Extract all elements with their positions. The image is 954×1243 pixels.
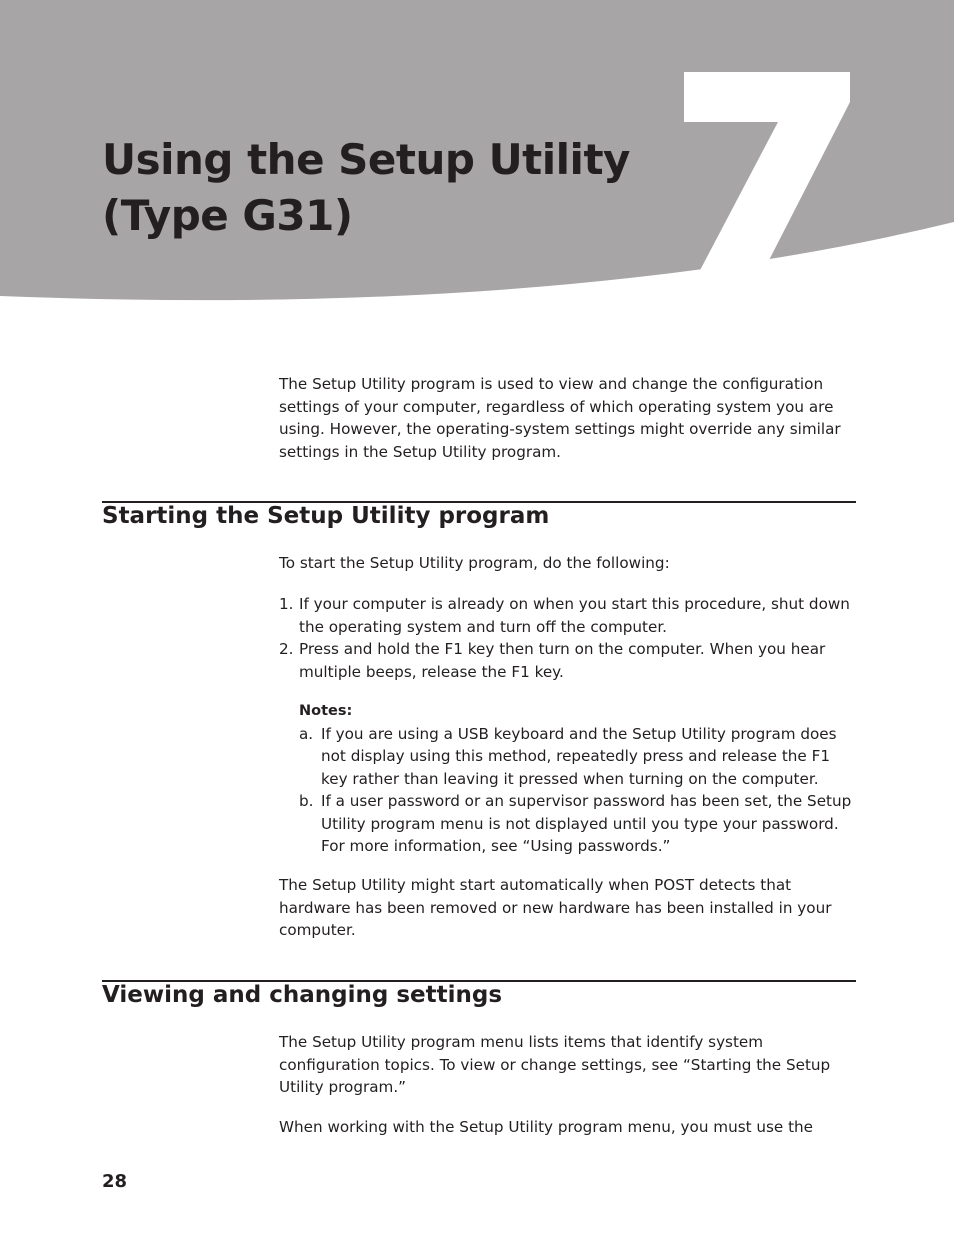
step-number: 2. bbox=[279, 640, 294, 658]
list-item bbox=[279, 593, 859, 638]
viewing-paragraph-2: When working with the Setup Utility program menu, you must use the bbox=[279, 1118, 814, 1136]
notes-block bbox=[299, 700, 859, 858]
chapter-title bbox=[102, 132, 630, 244]
intro-paragraph: The Setup Utility program is used to view and change the configuration settings of your computer, regardless of which operating system you are using. However, the operating-system settings might override any similar settings in the Setup Utility program. bbox=[279, 375, 841, 461]
page-number: 28 bbox=[102, 1171, 128, 1192]
viewing-paragraph-1: The Setup Utility program menu lists items that identify system configuration topics. To view or change settings, see “Starting the Setup Utility program.” bbox=[279, 1033, 831, 1096]
note-letter: b. bbox=[299, 792, 314, 810]
list-item bbox=[299, 723, 859, 791]
steps-lead: To start the Setup Utility program, do the following: bbox=[279, 554, 670, 572]
note-text: If a user password or an supervisor password has been set, the Setup Utility program menu is not displayed until you type your password. For more information, see “Using passwords.” bbox=[321, 792, 852, 855]
notes-list bbox=[299, 723, 859, 858]
section-heading-starting: Starting the Setup Utility program bbox=[102, 503, 550, 529]
chapter-title-line-1: Using the Setup Utility bbox=[102, 135, 630, 184]
closing-paragraph: The Setup Utility might start automatically when POST detects that hardware has been removed or new hardware has been installed in your computer. bbox=[279, 876, 832, 939]
section-heading-viewing: Viewing and changing settings bbox=[102, 982, 503, 1008]
step-text: If your computer is already on when you start this procedure, shut down the operating system and turn off the computer. bbox=[299, 595, 850, 636]
note-text: If you are using a USB keyboard and the Setup Utility program does not display using this method, repeatedly press and release the F1 key rather than leaving it pressed when turning on the computer. bbox=[321, 724, 837, 788]
notes-label: Notes: bbox=[299, 703, 353, 719]
step-text: Press and hold the F1 key then turn on the computer. When you hear multiple beeps, release the F1 key. bbox=[299, 640, 826, 681]
step-number: 1. bbox=[279, 595, 294, 613]
steps-list bbox=[279, 593, 859, 683]
chapter-title-line-2: (Type G31) bbox=[102, 191, 353, 240]
list-item bbox=[279, 638, 859, 683]
note-letter: a. bbox=[299, 724, 314, 743]
list-item bbox=[299, 790, 859, 858]
